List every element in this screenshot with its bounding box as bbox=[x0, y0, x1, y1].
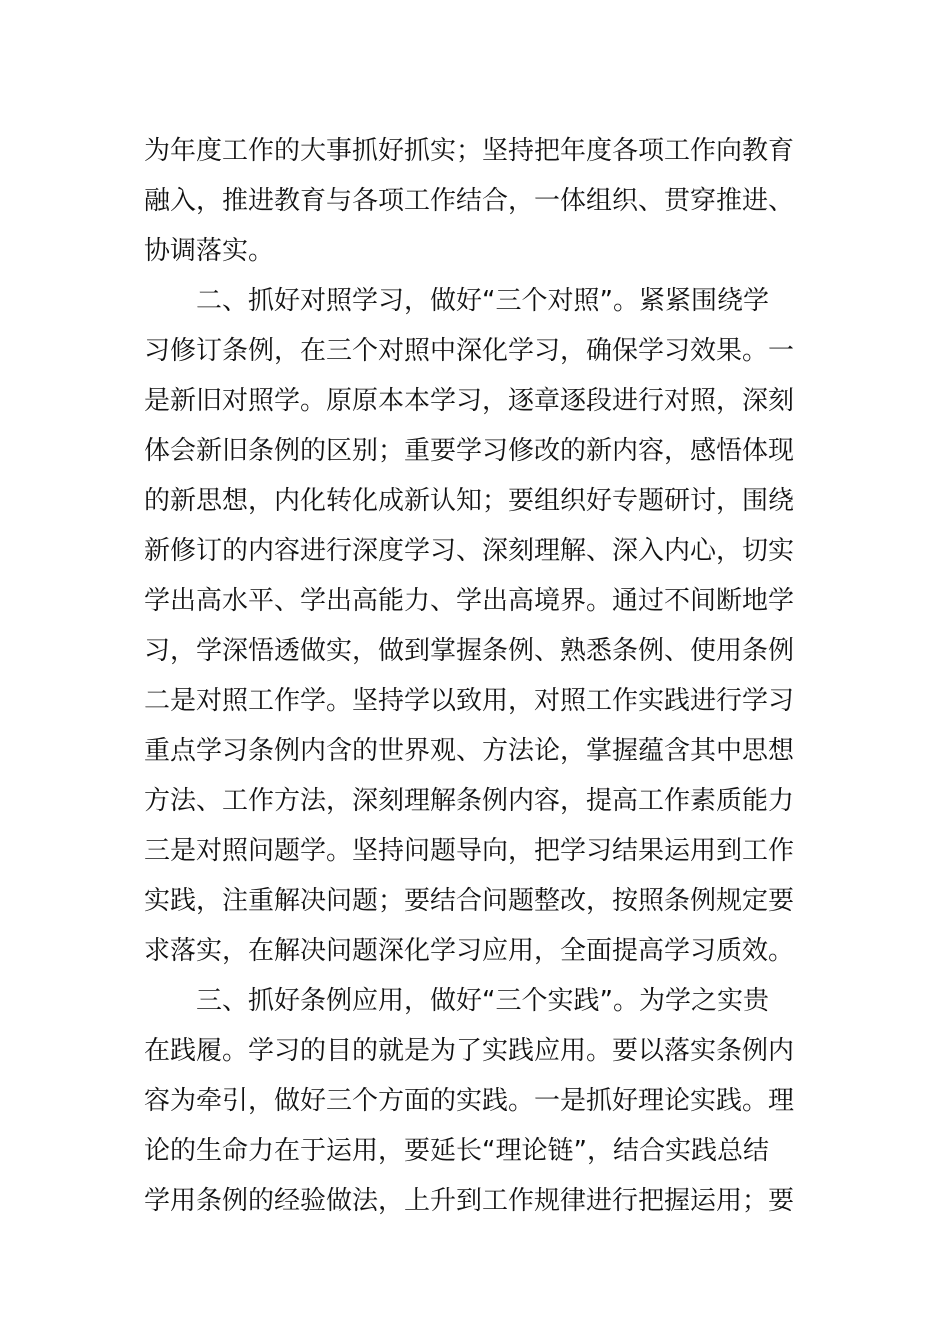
text-line: 体会新旧条例的区别；重要学习修改的新内容，感悟体现 bbox=[144, 436, 795, 466]
text-line: 二是对照工作学。坚持学以致用，对照工作实践进行学习 bbox=[144, 686, 795, 716]
text-line: 方法、工作方法，深刻理解条例内容，提高工作素质能力 bbox=[144, 786, 795, 816]
text-line: 习，学深悟透做实，做到掌握条例、熟悉条例、使用条例 bbox=[144, 636, 795, 666]
text-line: 的新思想，内化转化成新认知；要组织好专题研讨，围绕 bbox=[144, 486, 795, 516]
text-line: 在践履。学习的目的就是为了实践应用。要以落实条例内 bbox=[144, 1036, 795, 1066]
text-line: 为年度工作的大事抓好抓实；坚持把年度各项工作向教育 bbox=[144, 136, 795, 166]
text-line: 是新旧对照学。原原本本学习，逐章逐段进行对照，深刻 bbox=[144, 386, 795, 416]
text-line: 实践，注重解决问题；要结合问题整改，按照条例规定要 bbox=[144, 886, 795, 916]
text-line: 融入，推进教育与各项工作结合，一体组织、贯穿推进、 bbox=[144, 186, 795, 216]
text-line: 协调落实。 bbox=[144, 236, 275, 266]
paragraph-heading-line: 三、抓好条例应用，做好“三个实践”。为学之实贵 bbox=[196, 986, 769, 1016]
paragraph-heading-line: 二、抓好对照学习，做好“三个对照”。紧紧围绕学 bbox=[196, 286, 769, 316]
text-line: 重点学习条例内含的世界观、方法论，掌握蕴含其中思想 bbox=[144, 736, 795, 766]
text-line: 新修订的内容进行深度学习、深刻理解、深入内心，切实 bbox=[144, 536, 795, 566]
text-line: 三是对照问题学。坚持问题导向，把学习结果运用到工作 bbox=[144, 836, 795, 866]
text-line: 求落实，在解决问题深化学习应用，全面提高学习质效。 bbox=[144, 936, 795, 966]
text-line: 习修订条例，在三个对照中深化学习，确保学习效果。一 bbox=[144, 336, 795, 366]
text-line: 容为牵引，做好三个方面的实践。一是抓好理论实践。理 bbox=[144, 1086, 795, 1116]
text-line: 学用条例的经验做法，上升到工作规律进行把握运用；要 bbox=[144, 1186, 795, 1216]
document-body bbox=[144, 126, 806, 1226]
text-line: 学出高水平、学出高能力、学出高境界。通过不间断地学 bbox=[144, 586, 795, 616]
text-line: 论的生命力在于运用，要延长“理论链”，结合实践总结 bbox=[144, 1136, 769, 1166]
